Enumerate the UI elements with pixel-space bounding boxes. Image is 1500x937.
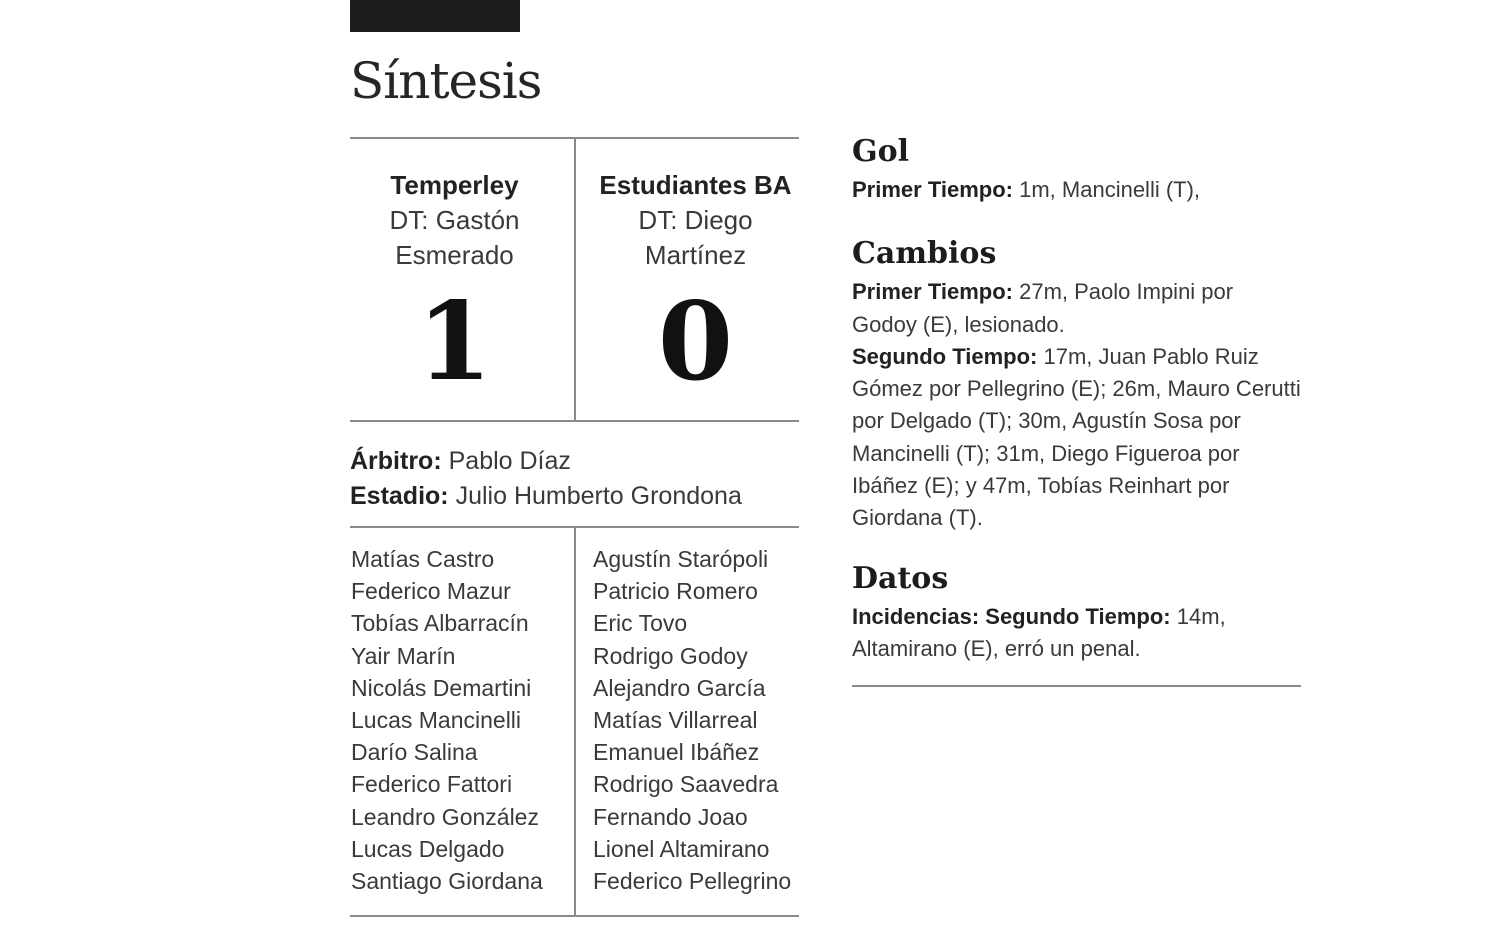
list-item: Emanuel Ibáñez bbox=[593, 739, 760, 766]
list-item: Fernando Joao bbox=[593, 803, 748, 830]
goals-first-label: Primer Tiempo: bbox=[852, 177, 1013, 202]
stadium-value: Julio Humberto Grondona bbox=[455, 482, 742, 510]
goals-heading: Gol bbox=[852, 134, 910, 169]
list-item: Federico Mazur bbox=[351, 578, 511, 605]
home-team bbox=[342, 168, 567, 273]
header-bar bbox=[350, 0, 520, 32]
divider-lineups-bottom bbox=[350, 915, 799, 917]
list-item: Agustín Starópoli bbox=[593, 546, 769, 572]
divider-score-vertical bbox=[574, 137, 576, 421]
data-text bbox=[852, 601, 1302, 666]
data-label: Incidencias: Segundo Tiempo: bbox=[852, 603, 1171, 629]
away-team-name: Estudiantes BA bbox=[599, 170, 792, 200]
home-lineup bbox=[351, 543, 543, 897]
page-title: Síntesis bbox=[350, 52, 542, 110]
list-item: Matías Villarreal bbox=[593, 707, 758, 734]
list-item: Federico Fattori bbox=[351, 771, 513, 798]
stadium-line bbox=[350, 479, 742, 514]
changes-first-text: 27m, Paolo Impini por Godoy (E), lesionado. bbox=[852, 279, 1234, 337]
changes-second-label: Segundo Tiempo: bbox=[852, 343, 1038, 369]
goals-text bbox=[852, 174, 1302, 206]
away-coach-line2: Martínez bbox=[644, 240, 747, 270]
list-item: Lucas Delgado bbox=[351, 835, 505, 862]
away-coach-line1: DT: Diego bbox=[638, 205, 753, 235]
list-item: Federico Pellegrino bbox=[593, 868, 792, 895]
summary-column bbox=[852, 130, 1302, 665]
referee-label: Árbitro: bbox=[350, 447, 442, 475]
list-item: Nicolás Demartini bbox=[351, 674, 532, 701]
list-item: Leandro González bbox=[351, 803, 539, 830]
changes-heading: Cambios bbox=[852, 236, 997, 272]
changes-first bbox=[852, 276, 1302, 341]
list-item: Rodrigo Saavedra bbox=[593, 771, 779, 798]
home-coach-line1: DT: Gastón bbox=[389, 205, 520, 235]
data-value: 14m, Altamirano (E), erró un penal. bbox=[852, 603, 1226, 661]
list-item: Lionel Altamirano bbox=[593, 835, 770, 862]
data-heading: Datos bbox=[852, 560, 949, 596]
list-item: Darío Salina bbox=[351, 739, 478, 766]
stadium-label: Estadio: bbox=[350, 482, 449, 510]
away-score: 0 bbox=[657, 279, 734, 405]
list-item: Eric Tovo bbox=[593, 610, 688, 637]
home-coach-line2: Esmerado bbox=[395, 240, 514, 270]
referee-value: Pablo Díaz bbox=[448, 447, 571, 475]
list-item: Tobías Albarracín bbox=[351, 610, 529, 637]
changes-second bbox=[852, 341, 1302, 535]
list-item: Matías Castro bbox=[351, 546, 495, 572]
match-info bbox=[350, 444, 742, 514]
goals-first-text: 1m, Mancinelli (T), bbox=[1019, 177, 1201, 202]
list-item: Yair Marín bbox=[351, 642, 456, 669]
list-item: Santiago Giordana bbox=[351, 868, 543, 895]
away-team bbox=[583, 168, 808, 273]
divider-right-bottom bbox=[852, 685, 1301, 687]
changes-second-text: 17m, Juan Pablo Ruiz Gómez por Pellegrino (E); 26m, Mauro Cerutti por Delgado (T); 30m, Agustín Sosa por Mancinelli (T); 31m, Diego Figueroa por Ibáñez (E); y 47m, Tobías Reinhart por Giordana (T). bbox=[852, 343, 1301, 531]
changes-first-label: Primer Tiempo: bbox=[852, 279, 1013, 305]
away-lineup bbox=[593, 543, 791, 897]
divider-lineups-vertical bbox=[574, 526, 576, 917]
referee-line bbox=[350, 444, 742, 479]
home-team-name: Temperley bbox=[390, 170, 519, 200]
list-item: Patricio Romero bbox=[593, 578, 758, 605]
list-item: Lucas Mancinelli bbox=[351, 707, 522, 734]
list-item: Rodrigo Godoy bbox=[593, 642, 748, 669]
divider-score-bottom bbox=[350, 420, 799, 422]
list-item: Alejandro García bbox=[593, 674, 766, 701]
home-score: 1 bbox=[416, 279, 493, 405]
